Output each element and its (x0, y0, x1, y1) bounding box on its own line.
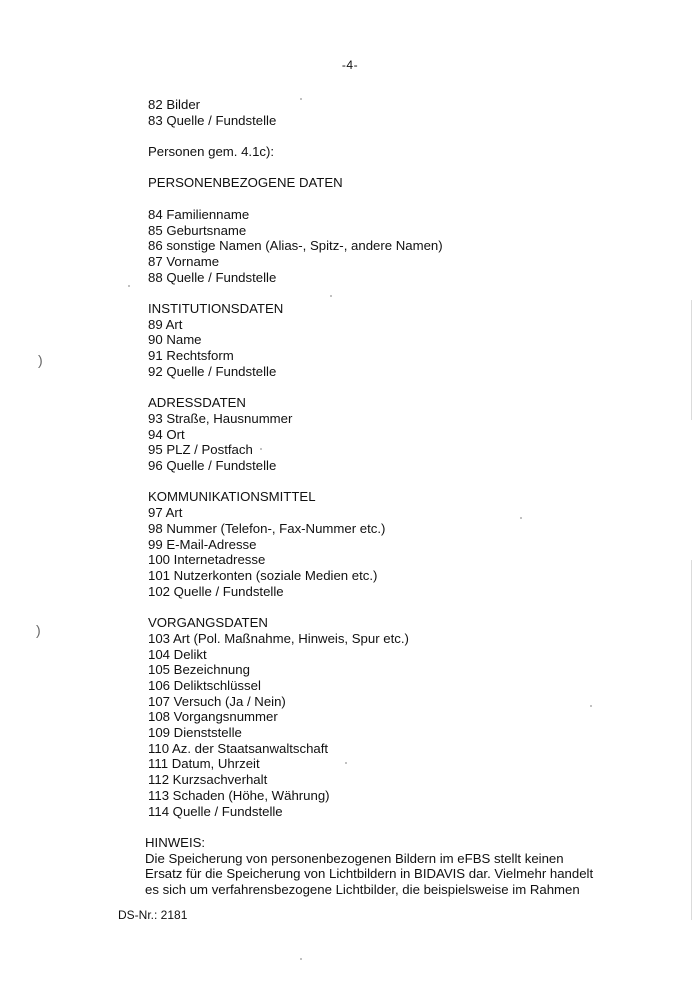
top-list (148, 97, 628, 128)
section-heading: PERSONENBEZOGENE DATEN (148, 175, 343, 191)
list-item: 83 Quelle / Fundstelle (148, 112, 277, 128)
list-item: 93 Straße, Hausnummer (148, 410, 293, 426)
list-item: 113 Schaden (Höhe, Währung) (148, 787, 330, 803)
list-item: 106 Deliktschlüssel (148, 677, 261, 693)
list-item: 94 Ort (148, 426, 185, 442)
section-heading: KOMMUNIKATIONSMITTEL (148, 489, 316, 505)
scan-speck (128, 285, 130, 287)
section-institutionsdaten (148, 301, 628, 380)
section-kommunikationsmittel (148, 489, 628, 599)
list-item: 98 Nummer (Telefon-, Fax-Nummer etc.) (148, 520, 386, 536)
document-number: DS-Nr.: 2181 (118, 908, 188, 922)
scan-mark: ) (38, 352, 43, 368)
scan-edge-line (691, 560, 692, 920)
persons-intro: Personen gem. 4.1c): (148, 144, 275, 160)
list-item: 86 sonstige Namen (Alias-, Spitz-, andere Namen) (148, 238, 443, 254)
note-line: es sich um verfahrensbezogene Lichtbilder, die beispielsweise im Rahmen (145, 882, 580, 898)
note-line: Die Speicherung von personenbezogenen Bildern im eFBS stellt keinen (145, 850, 564, 866)
list-item: 90 Name (148, 332, 202, 348)
list-item: 105 Bezeichnung (148, 662, 250, 678)
list-item: 97 Art (148, 505, 183, 521)
section-adressdaten (148, 395, 628, 474)
list-item: 108 Vorgangsnummer (148, 709, 278, 725)
scan-speck (300, 958, 302, 960)
list-item: 107 Versuch (Ja / Nein) (148, 693, 286, 709)
list-item: 91 Rechtsform (148, 348, 234, 364)
list-item: 112 Kurzsachverhalt (148, 772, 268, 788)
list-item: 101 Nutzerkonten (soziale Medien etc.) (148, 568, 378, 583)
list-item: 89 Art (148, 316, 183, 332)
scan-speck (330, 295, 332, 297)
section-heading: ADRESSDATEN (148, 395, 246, 411)
note-line: Ersatz für die Speicherung von Lichtbildern in BIDAVIS dar. Vielmehr handelt (145, 866, 594, 882)
list-item: 109 Dienststelle (148, 725, 242, 741)
scan-speck (260, 448, 262, 450)
note-block (145, 835, 628, 898)
list-item: 102 Quelle / Fundstelle (148, 583, 284, 599)
section-heading: VORGANGSDATEN (148, 615, 268, 631)
list-item: 100 Internetadresse (148, 552, 266, 568)
note-heading: HINWEIS: (145, 834, 206, 850)
document-body (145, 97, 628, 898)
list-item: 92 Quelle / Fundstelle (148, 363, 277, 379)
list-item: 103 Art (Pol. Maßnahme, Hinweis, Spur etc.) (148, 630, 409, 646)
list-item: 99 E-Mail-Adresse (148, 536, 257, 552)
scan-mark: ) (36, 622, 41, 638)
section-heading: INSTITUTIONSDATEN (148, 301, 284, 317)
list-item: 96 Quelle / Fundstelle (148, 458, 277, 474)
list-item: 110 Az. der Staatsanwaltschaft (148, 740, 329, 756)
list-item: 114 Quelle / Fundstelle (148, 803, 283, 819)
page-number: -4- (341, 58, 359, 72)
list-item: 88 Quelle / Fundstelle (148, 269, 277, 285)
list-item: 82 Bilder (148, 97, 201, 112)
list-item: 111 Datum, Uhrzeit (148, 756, 260, 772)
scan-speck (590, 705, 592, 707)
section-personenbezogene-daten (148, 175, 628, 285)
scan-speck (300, 98, 302, 100)
list-item: 104 Delikt (148, 646, 207, 662)
list-item: 87 Vorname (148, 253, 220, 269)
list-item: 85 Geburtsname (148, 222, 247, 238)
scan-speck (520, 517, 522, 519)
list-item: 95 PLZ / Postfach (148, 442, 253, 458)
list-item: 84 Familienname (148, 206, 250, 222)
scan-speck (345, 762, 347, 764)
scan-edge-line (691, 300, 692, 420)
section-vorgangsdaten (148, 615, 628, 819)
